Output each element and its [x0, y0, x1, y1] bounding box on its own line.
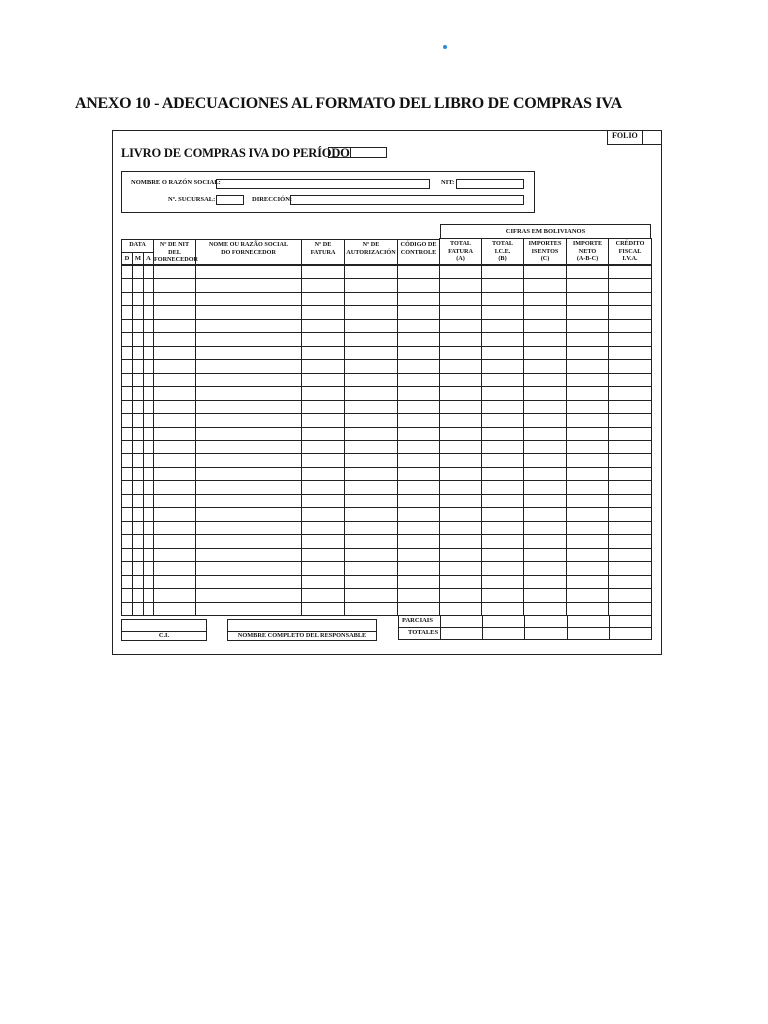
- parciais-label: PARCIAIS: [402, 617, 433, 624]
- ci-label: C.I.: [158, 632, 170, 639]
- data-label: DATA: [129, 241, 146, 248]
- totals-column-line: [524, 628, 525, 639]
- col-header-fatura: Nº DE FATURA: [301, 239, 345, 265]
- nit-field[interactable]: [456, 179, 524, 189]
- table-row-line: [121, 534, 652, 535]
- folio-label: FOLIO: [612, 131, 638, 140]
- table-row-line: [121, 494, 652, 495]
- responsible-signature-box[interactable]: [227, 619, 377, 641]
- table-row-line: [121, 575, 652, 576]
- table-row-line: [121, 467, 652, 468]
- totals-column-line: [524, 616, 525, 627]
- col-header-importe-neto: IMPORTE NETO (A-B-C): [566, 238, 609, 265]
- table-row-line: [121, 480, 652, 481]
- table-row-line: [121, 413, 652, 414]
- name-label: NOMBRE O RAZÓN SOCIAL:: [131, 179, 221, 186]
- col-header-codigo-controle: CÓDIGO DE CONTROLE: [397, 239, 440, 265]
- period-field[interactable]: [328, 147, 387, 158]
- col-header-total-ice: TOTAL I.C.E. (B): [481, 238, 524, 265]
- table-row-line: [121, 332, 652, 333]
- col-header-importes-isentos: IMPORTES ISENTOS (C): [523, 238, 567, 265]
- cifras-header: [440, 224, 651, 239]
- day-label: D: [124, 255, 130, 262]
- table-row-line: [121, 453, 652, 454]
- cifras-label: CIFRAS EM BOLIVIANOS: [505, 228, 586, 235]
- table-row-line: [121, 400, 652, 401]
- col-header-razao-social: NOME OU RAZÃO SOCIAL DO FORNECEDOR: [195, 239, 302, 265]
- table-row-line: [121, 521, 652, 522]
- table-row-line: [121, 561, 652, 562]
- company-info-box: [121, 171, 535, 213]
- branch-field[interactable]: [216, 195, 244, 205]
- totals-column-line: [482, 628, 483, 639]
- table-row-line: [121, 359, 652, 360]
- totals-column-line: [440, 628, 441, 639]
- address-field[interactable]: [290, 195, 524, 205]
- col-header-total-fatura: TOTAL FATURA (A): [439, 238, 482, 265]
- table-row-line: [121, 602, 652, 603]
- totals-column-line: [609, 628, 610, 639]
- table-row-line: [121, 278, 652, 279]
- nit-label: NIT:: [441, 179, 455, 186]
- table-row-line: [121, 319, 652, 320]
- table-row-line: [121, 373, 652, 374]
- col-header-nit: Nº DE NIT DEL FORNECEDOR: [154, 241, 199, 263]
- table-row-line: [121, 346, 652, 347]
- col-header-autorizacion: Nº DE AUTORIZACIÓN: [344, 239, 398, 265]
- folio-box: [607, 130, 662, 145]
- totals-column-line: [482, 616, 483, 627]
- table-row-line: [121, 507, 652, 508]
- table-row-line: [121, 265, 652, 266]
- table-row-line: [121, 440, 652, 441]
- totals-column-line: [567, 616, 568, 627]
- year-label: A: [146, 255, 151, 262]
- table-row-line: [121, 386, 652, 387]
- entries-grid[interactable]: [121, 265, 652, 615]
- ci-signature-box[interactable]: [121, 619, 207, 641]
- data-header: [121, 239, 154, 253]
- page-heading: ANEXO 10 - ADECUACIONES AL FORMATO DEL LIBRO DE COMPRAS IVA: [75, 95, 622, 112]
- responsible-label: NOMBRE COMPLETO DEL RESPONSABLE: [237, 632, 367, 639]
- table-row-line: [121, 588, 652, 589]
- month-label: M: [134, 255, 142, 262]
- table-row-line: [121, 305, 652, 306]
- totals-column-line: [567, 628, 568, 639]
- totales-label: TOTALES: [408, 629, 439, 636]
- totals-column-line: [440, 616, 441, 627]
- address-label: DIRECCIÓN:: [252, 196, 293, 203]
- book-title: LIVRO DE COMPRAS IVA DO PERÍODO: [121, 146, 350, 160]
- name-field[interactable]: [216, 179, 430, 189]
- col-header-credito-fiscal: CRÉDITO FISCAL I.V.A.: [608, 238, 652, 265]
- table-row-line: [121, 292, 652, 293]
- table-row-line: [121, 548, 652, 549]
- totals-column-line: [609, 616, 610, 627]
- blue-dot-mark: [443, 45, 447, 49]
- table-row-line: [121, 427, 652, 428]
- branch-label: Nº. SUCURSAL:: [168, 196, 216, 203]
